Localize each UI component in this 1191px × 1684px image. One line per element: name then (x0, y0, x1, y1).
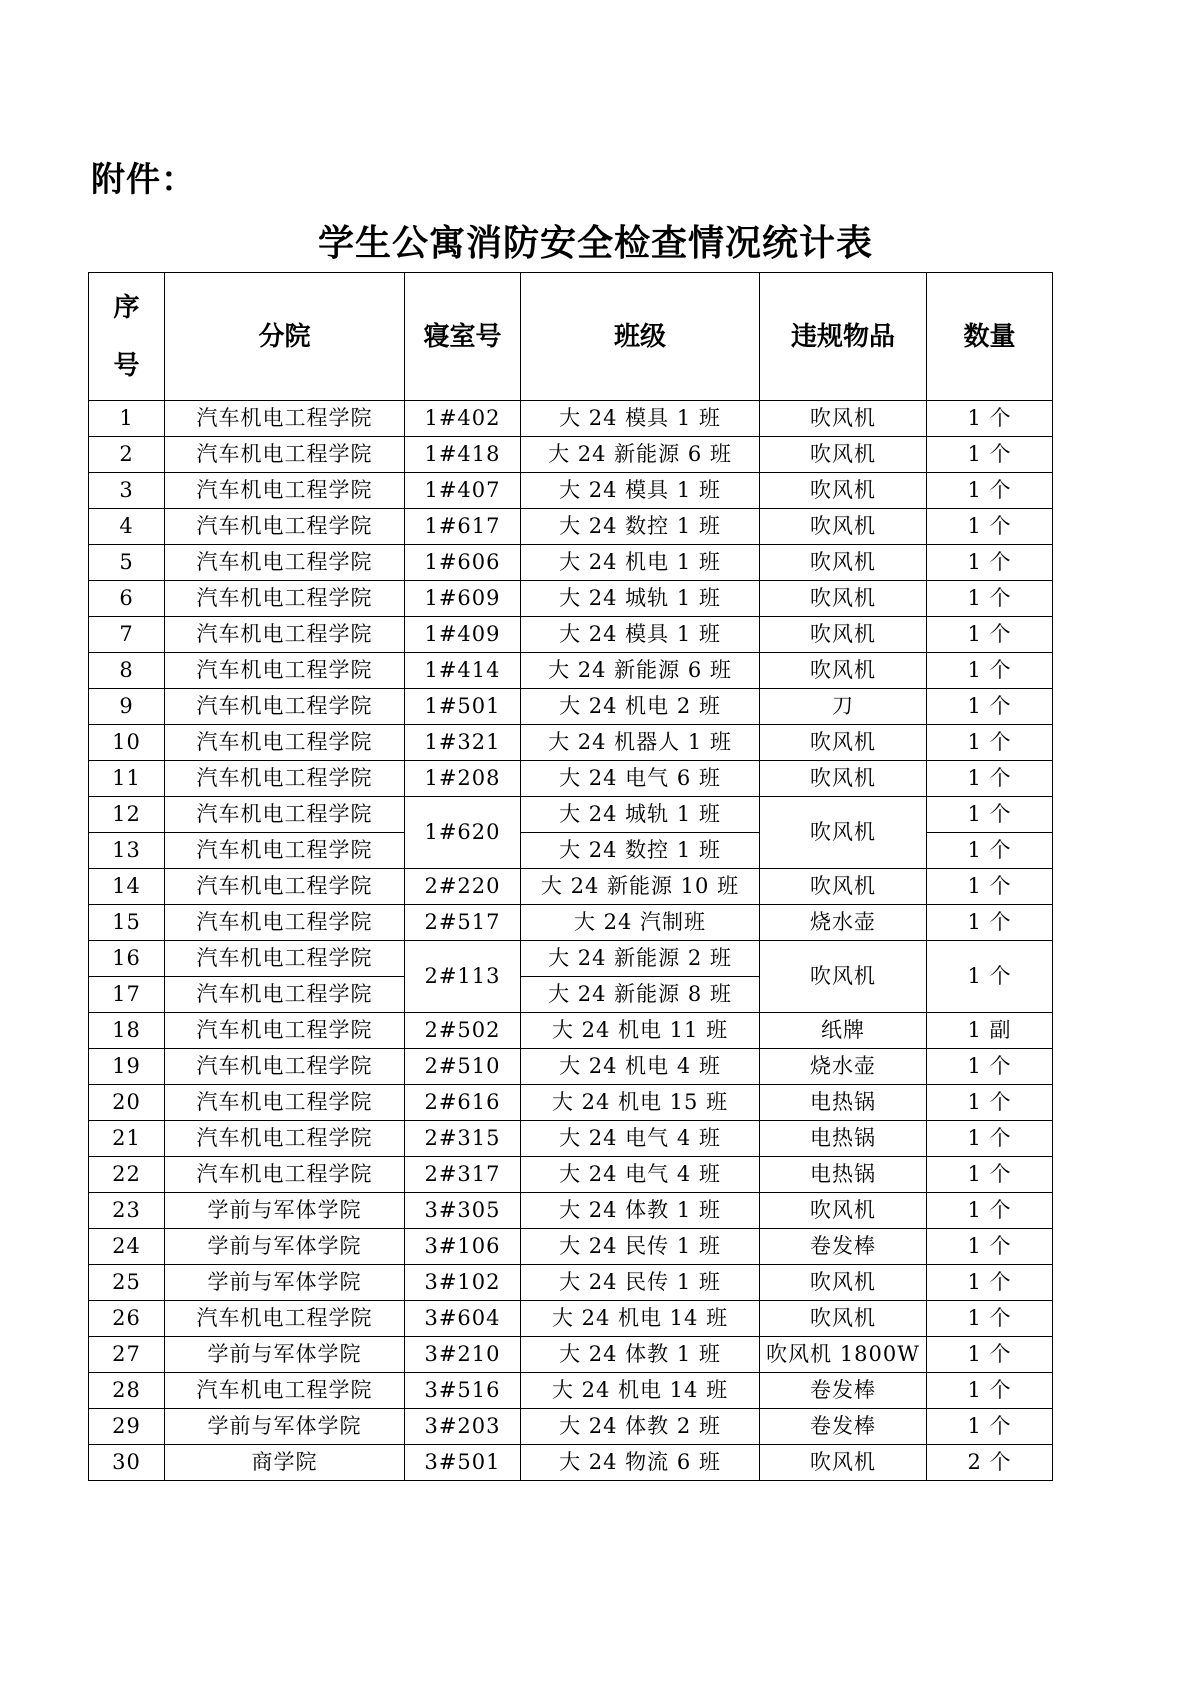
cell-room: 1#414 (405, 653, 521, 689)
cell-qty: 1 个 (927, 1229, 1053, 1265)
table-row (89, 761, 1053, 797)
cell-seq: 16 (89, 941, 165, 977)
cell-college: 汽车机电工程学院 (165, 977, 405, 1013)
table-row (89, 509, 1053, 545)
cell-qty: 1 个 (927, 1301, 1053, 1337)
cell-seq: 28 (89, 1373, 165, 1409)
cell-room: 2#317 (405, 1157, 521, 1193)
cell-room: 2#502 (405, 1013, 521, 1049)
cell-qty: 1 个 (927, 1265, 1053, 1301)
cell-qty: 1 个 (927, 617, 1053, 653)
cell-item: 烧水壶 (760, 905, 927, 941)
cell-class: 大 24 机电 11 班 (521, 1013, 760, 1049)
cell-seq: 26 (89, 1301, 165, 1337)
document-title: 学生公寓消防安全检查情况统计表 (317, 223, 873, 264)
cell-class: 大 24 体教 1 班 (521, 1337, 760, 1373)
cell-item: 吹风机 (760, 653, 927, 689)
cell-seq: 11 (89, 761, 165, 797)
cell-seq: 10 (89, 725, 165, 761)
cell-seq: 1 (89, 401, 165, 437)
table-row (89, 905, 1053, 941)
cell-qty: 1 个 (927, 1121, 1053, 1157)
cell-college: 汽车机电工程学院 (165, 581, 405, 617)
cell-qty: 1 个 (927, 1049, 1053, 1085)
cell-qty: 1 个 (927, 1373, 1053, 1409)
cell-room: 1#620 (405, 797, 521, 869)
table-row (89, 1013, 1053, 1049)
cell-college: 汽车机电工程学院 (165, 797, 405, 833)
cell-college: 汽车机电工程学院 (165, 1301, 405, 1337)
cell-college: 汽车机电工程学院 (165, 941, 405, 977)
cell-qty: 1 个 (927, 1085, 1053, 1121)
cell-item: 吹风机 (760, 1265, 927, 1301)
cell-item: 电热锅 (760, 1121, 927, 1157)
cell-seq: 14 (89, 869, 165, 905)
cell-item: 吹风机 (760, 545, 927, 581)
cell-seq: 3 (89, 473, 165, 509)
table-header (89, 273, 1053, 401)
cell-item: 电热锅 (760, 1085, 927, 1121)
table-row (89, 617, 1053, 653)
cell-qty: 1 个 (927, 905, 1053, 941)
cell-room: 3#604 (405, 1301, 521, 1337)
cell-room: 3#305 (405, 1193, 521, 1229)
cell-class: 大 24 机器人 1 班 (521, 725, 760, 761)
cell-room: 1#609 (405, 581, 521, 617)
table-row (89, 1265, 1053, 1301)
cell-class: 大 24 民传 1 班 (521, 1265, 760, 1301)
cell-college: 汽车机电工程学院 (165, 473, 405, 509)
cell-college: 汽车机电工程学院 (165, 437, 405, 473)
cell-item: 吹风机 (760, 869, 927, 905)
cell-seq: 8 (89, 653, 165, 689)
cell-class: 大 24 机电 14 班 (521, 1373, 760, 1409)
header-room: 寝室号 (405, 273, 521, 401)
cell-qty: 1 个 (927, 1157, 1053, 1193)
table-row (89, 1445, 1053, 1481)
table-row (89, 941, 1053, 977)
cell-item: 卷发棒 (760, 1373, 927, 1409)
cell-class: 大 24 模具 1 班 (521, 617, 760, 653)
cell-qty: 1 个 (927, 869, 1053, 905)
table-row (89, 473, 1053, 509)
cell-room: 1#321 (405, 725, 521, 761)
cell-seq: 18 (89, 1013, 165, 1049)
table-row (89, 581, 1053, 617)
cell-class: 大 24 数控 1 班 (521, 509, 760, 545)
cell-room: 3#501 (405, 1445, 521, 1481)
cell-item: 吹风机 (760, 941, 927, 1013)
inspection-table (88, 272, 1053, 1481)
cell-seq: 29 (89, 1409, 165, 1445)
table-row (89, 1337, 1053, 1373)
cell-college: 汽车机电工程学院 (165, 401, 405, 437)
cell-class: 大 24 物流 6 班 (521, 1445, 760, 1481)
cell-item: 电热锅 (760, 1157, 927, 1193)
cell-qty: 1 个 (927, 473, 1053, 509)
cell-seq: 12 (89, 797, 165, 833)
cell-college: 汽车机电工程学院 (165, 653, 405, 689)
cell-class: 大 24 机电 4 班 (521, 1049, 760, 1085)
cell-class: 大 24 民传 1 班 (521, 1229, 760, 1265)
cell-class: 大 24 体教 1 班 (521, 1193, 760, 1229)
cell-class: 大 24 新能源 2 班 (521, 941, 760, 977)
cell-college: 汽车机电工程学院 (165, 545, 405, 581)
cell-room: 2#510 (405, 1049, 521, 1085)
table-row (89, 401, 1053, 437)
table-row (89, 437, 1053, 473)
cell-seq: 9 (89, 689, 165, 725)
cell-class: 大 24 汽制班 (521, 905, 760, 941)
cell-item: 卷发棒 (760, 1409, 927, 1445)
cell-class: 大 24 机电 15 班 (521, 1085, 760, 1121)
table-row (89, 725, 1053, 761)
cell-college: 汽车机电工程学院 (165, 833, 405, 869)
cell-college: 学前与军体学院 (165, 1337, 405, 1373)
header-row (89, 273, 1053, 401)
cell-college: 汽车机电工程学院 (165, 1085, 405, 1121)
cell-seq: 13 (89, 833, 165, 869)
cell-qty: 1 个 (927, 437, 1053, 473)
cell-room: 3#203 (405, 1409, 521, 1445)
cell-college: 汽车机电工程学院 (165, 1157, 405, 1193)
cell-item: 吹风机 (760, 617, 927, 653)
table-row (89, 1409, 1053, 1445)
cell-qty: 1 个 (927, 725, 1053, 761)
cell-seq: 4 (89, 509, 165, 545)
cell-seq: 2 (89, 437, 165, 473)
cell-seq: 22 (89, 1157, 165, 1193)
cell-qty: 1 个 (927, 1409, 1053, 1445)
cell-seq: 30 (89, 1445, 165, 1481)
header-seq-line2: 号 (113, 350, 140, 381)
cell-room: 1#208 (405, 761, 521, 797)
cell-college: 汽车机电工程学院 (165, 761, 405, 797)
cell-class: 大 24 新能源 6 班 (521, 437, 760, 473)
cell-item: 吹风机 (760, 761, 927, 797)
table-row (89, 689, 1053, 725)
cell-room: 2#616 (405, 1085, 521, 1121)
cell-room: 2#220 (405, 869, 521, 905)
cell-class: 大 24 城轨 1 班 (521, 797, 760, 833)
cell-class: 大 24 机电 2 班 (521, 689, 760, 725)
cell-class: 大 24 电气 4 班 (521, 1121, 760, 1157)
cell-qty: 1 个 (927, 797, 1053, 833)
table-row (89, 797, 1053, 833)
cell-qty: 1 个 (927, 833, 1053, 869)
cell-seq: 24 (89, 1229, 165, 1265)
cell-qty: 2 个 (927, 1445, 1053, 1481)
cell-qty: 1 个 (927, 761, 1053, 797)
cell-room: 2#517 (405, 905, 521, 941)
cell-class: 大 24 模具 1 班 (521, 473, 760, 509)
cell-college: 汽车机电工程学院 (165, 509, 405, 545)
cell-seq: 23 (89, 1193, 165, 1229)
cell-college: 汽车机电工程学院 (165, 689, 405, 725)
cell-room: 1#501 (405, 689, 521, 725)
cell-college: 汽车机电工程学院 (165, 1049, 405, 1085)
cell-room: 1#617 (405, 509, 521, 545)
table-row (89, 869, 1053, 905)
cell-seq: 27 (89, 1337, 165, 1373)
cell-class: 大 24 机电 14 班 (521, 1301, 760, 1337)
cell-qty: 1 个 (927, 653, 1053, 689)
table-row (89, 1121, 1053, 1157)
table-row (89, 1085, 1053, 1121)
cell-qty: 1 个 (927, 941, 1053, 1013)
cell-qty: 1 个 (927, 401, 1053, 437)
cell-seq: 6 (89, 581, 165, 617)
cell-college: 商学院 (165, 1445, 405, 1481)
cell-room: 3#102 (405, 1265, 521, 1301)
cell-room: 3#516 (405, 1373, 521, 1409)
cell-room: 3#106 (405, 1229, 521, 1265)
header-seq (89, 273, 165, 401)
table-row (89, 1373, 1053, 1409)
cell-seq: 5 (89, 545, 165, 581)
cell-room: 1#418 (405, 437, 521, 473)
cell-item: 吹风机 (760, 1193, 927, 1229)
cell-college: 汽车机电工程学院 (165, 617, 405, 653)
cell-class: 大 24 数控 1 班 (521, 833, 760, 869)
cell-room: 2#315 (405, 1121, 521, 1157)
cell-item: 纸牌 (760, 1013, 927, 1049)
cell-class: 大 24 模具 1 班 (521, 401, 760, 437)
cell-class: 大 24 机电 1 班 (521, 545, 760, 581)
table-row (89, 653, 1053, 689)
cell-item: 吹风机 (760, 473, 927, 509)
cell-item: 刀 (760, 689, 927, 725)
cell-college: 汽车机电工程学院 (165, 725, 405, 761)
table-row (89, 1049, 1053, 1085)
cell-college: 学前与军体学院 (165, 1229, 405, 1265)
table-row (89, 1301, 1053, 1337)
cell-qty: 1 个 (927, 509, 1053, 545)
cell-college: 汽车机电工程学院 (165, 1013, 405, 1049)
cell-seq: 17 (89, 977, 165, 1013)
cell-class: 大 24 新能源 8 班 (521, 977, 760, 1013)
cell-seq: 25 (89, 1265, 165, 1301)
cell-item: 吹风机 (760, 437, 927, 473)
cell-seq: 15 (89, 905, 165, 941)
cell-class: 大 24 电气 4 班 (521, 1157, 760, 1193)
attachment-label: 附件： (91, 160, 196, 200)
cell-room: 2#113 (405, 941, 521, 1013)
cell-college: 汽车机电工程学院 (165, 905, 405, 941)
cell-room: 1#407 (405, 473, 521, 509)
cell-item: 吹风机 (760, 509, 927, 545)
cell-item: 吹风机 1800W (760, 1337, 927, 1373)
cell-item: 吹风机 (760, 1301, 927, 1337)
table-row (89, 1229, 1053, 1265)
cell-college: 学前与军体学院 (165, 1409, 405, 1445)
table-body (89, 401, 1053, 1481)
cell-class: 大 24 城轨 1 班 (521, 581, 760, 617)
cell-qty: 1 副 (927, 1013, 1053, 1049)
cell-seq: 7 (89, 617, 165, 653)
cell-item: 吹风机 (760, 725, 927, 761)
table-row (89, 545, 1053, 581)
cell-college: 学前与军体学院 (165, 1265, 405, 1301)
cell-class: 大 24 新能源 6 班 (521, 653, 760, 689)
header-qty: 数量 (927, 273, 1053, 401)
cell-room: 1#606 (405, 545, 521, 581)
cell-seq: 19 (89, 1049, 165, 1085)
table-row (89, 1193, 1053, 1229)
cell-qty: 1 个 (927, 545, 1053, 581)
cell-college: 汽车机电工程学院 (165, 1373, 405, 1409)
header-item: 违规物品 (760, 273, 927, 401)
cell-qty: 1 个 (927, 581, 1053, 617)
cell-item: 吹风机 (760, 401, 927, 437)
cell-class: 大 24 电气 6 班 (521, 761, 760, 797)
cell-class: 大 24 新能源 10 班 (521, 869, 760, 905)
header-class: 班级 (521, 273, 760, 401)
header-seq-line1: 序 (113, 292, 140, 323)
table-row (89, 1157, 1053, 1193)
cell-room: 1#402 (405, 401, 521, 437)
header-college: 分院 (165, 273, 405, 401)
cell-qty: 1 个 (927, 1337, 1053, 1373)
cell-item: 吹风机 (760, 797, 927, 869)
cell-item: 吹风机 (760, 581, 927, 617)
cell-seq: 21 (89, 1121, 165, 1157)
cell-class: 大 24 体教 2 班 (521, 1409, 760, 1445)
cell-seq: 20 (89, 1085, 165, 1121)
cell-room: 3#210 (405, 1337, 521, 1373)
cell-college: 汽车机电工程学院 (165, 869, 405, 905)
cell-item: 吹风机 (760, 1445, 927, 1481)
cell-college: 汽车机电工程学院 (165, 1121, 405, 1157)
cell-item: 卷发棒 (760, 1229, 927, 1265)
cell-college: 学前与军体学院 (165, 1193, 405, 1229)
cell-room: 1#409 (405, 617, 521, 653)
cell-qty: 1 个 (927, 1193, 1053, 1229)
cell-qty: 1 个 (927, 689, 1053, 725)
cell-item: 烧水壶 (760, 1049, 927, 1085)
